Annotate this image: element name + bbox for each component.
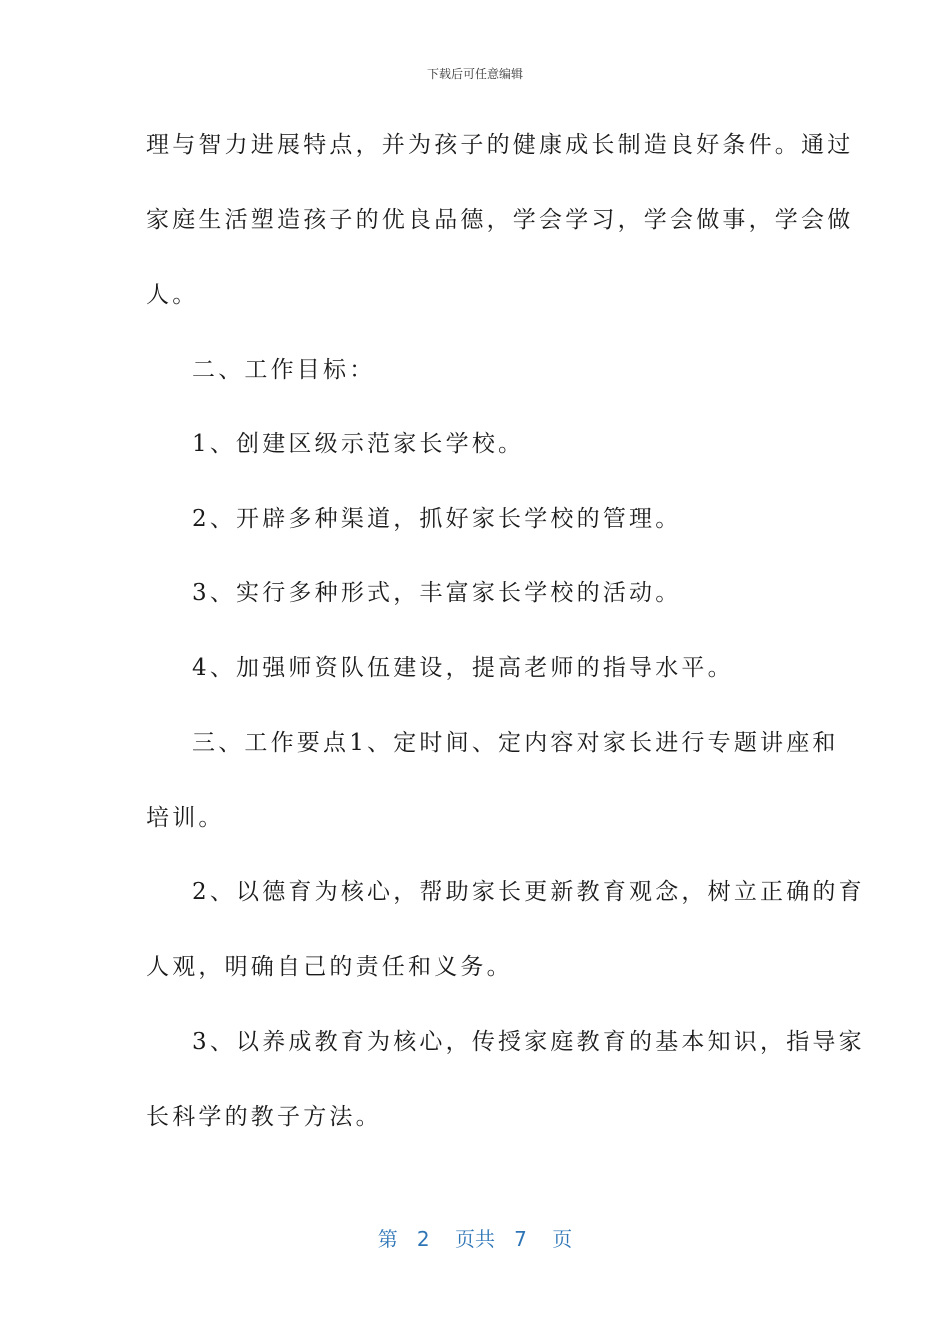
section-heading: 二、工作目标： bbox=[192, 357, 376, 383]
footer-middle: 页共 bbox=[455, 1227, 495, 1251]
footer-prefix: 第 bbox=[377, 1227, 398, 1251]
page-header: 下载后可任意编辑 bbox=[426, 67, 523, 81]
paragraph-line: 理与智力进展特点，并为孩子的健康成长制造良好条件。通过 bbox=[146, 132, 854, 158]
list-item: 2、以德育为核心，帮助家长更新教育观念，树立正确的育 bbox=[192, 879, 865, 905]
list-item: 4、加强师资队伍建设，提高老师的指导水平。 bbox=[192, 655, 734, 681]
paragraph-line: 长科学的教子方法。 bbox=[146, 1104, 382, 1130]
list-item: 3、以养成教育为核心，传授家庭教育的基本知识，指导家 bbox=[192, 1029, 865, 1055]
section-heading: 三、工作要点1、定时间、定内容对家长进行专题讲座和 bbox=[192, 730, 839, 756]
paragraph-line: 培训。 bbox=[146, 805, 225, 831]
page-footer bbox=[0, 1225, 950, 1253]
paragraph-line: 家庭生活塑造孩子的优良品德，学会学习，学会做事，学会做 bbox=[146, 207, 854, 233]
list-item: 3、实行多种形式，丰富家长学校的活动。 bbox=[192, 580, 682, 606]
list-item: 2、开辟多种渠道，抓好家长学校的管理。 bbox=[192, 506, 682, 532]
footer-page-number: 2 bbox=[416, 1227, 430, 1251]
footer-suffix: 页 bbox=[552, 1227, 573, 1251]
paragraph-line: 人观，明确自己的责任和义务。 bbox=[146, 954, 513, 980]
footer-total-pages: 7 bbox=[514, 1227, 527, 1251]
paragraph-line: 人。 bbox=[146, 282, 199, 308]
list-item: 1、创建区级示范家长学校。 bbox=[192, 431, 525, 457]
